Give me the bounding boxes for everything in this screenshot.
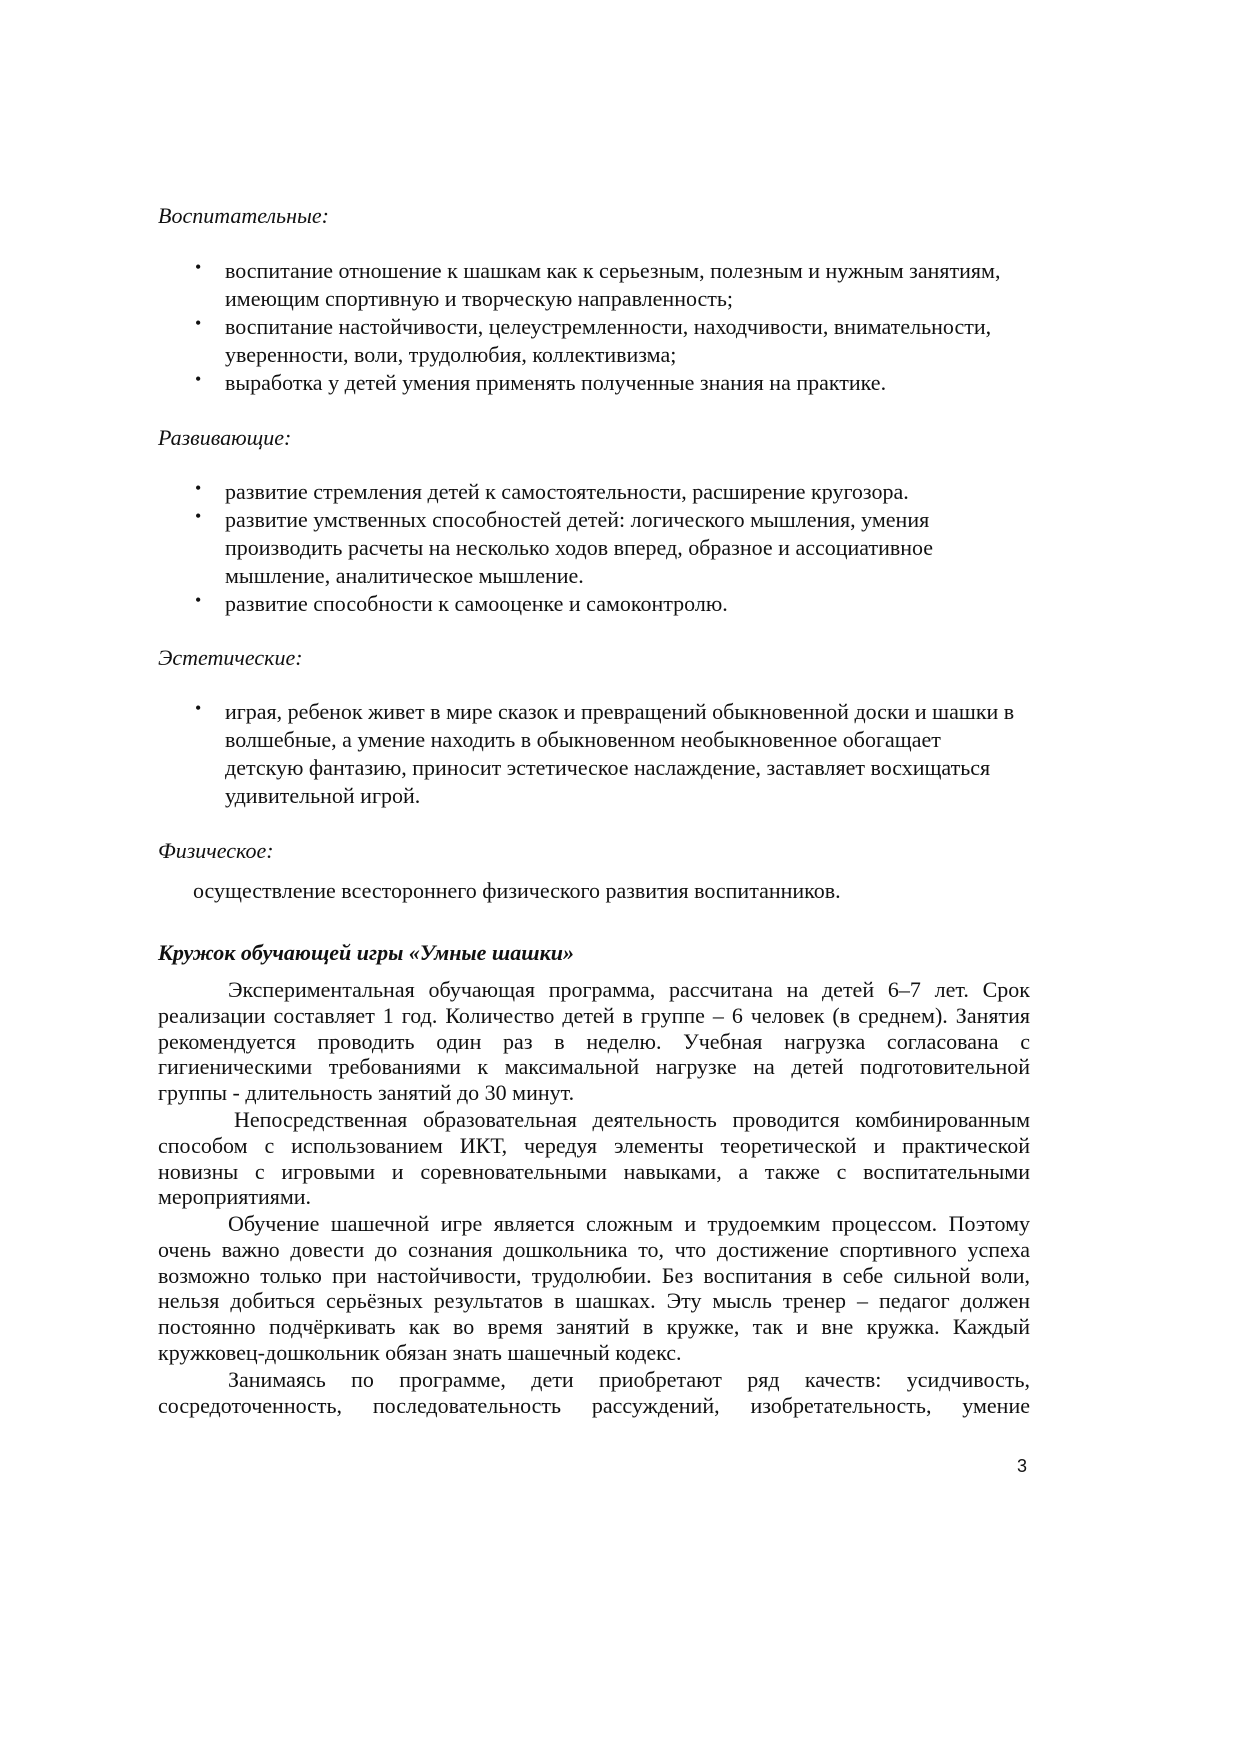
- text-line: реализации составляет 1 год. Количество детей в группе – 6 человек (в среднем). Занятия: [158, 1002, 1030, 1028]
- text-line: Экспериментальная обучающая программа, рассчитана на детей 6–7 лет. Срок: [228, 977, 1030, 1002]
- text-line: способом с использованием ИКТ, чередуя элементы теоретической и практической: [158, 1132, 1030, 1158]
- text-line: мероприятиями.: [158, 1184, 312, 1210]
- text-line: мышление, аналитическое мышление.: [225, 563, 584, 588]
- text-line: постоянно подчёркивать как во время занятий в кружке, так и вне кружка. Каждый: [158, 1314, 1030, 1340]
- bullet-icon: •: [195, 506, 202, 526]
- section-label-developing: Развивающие:: [158, 425, 292, 450]
- text-line: развитие стремления детей к самостоятельности, расширение кругозора.: [225, 479, 909, 504]
- page-number: 3: [1017, 1456, 1028, 1476]
- paragraph: [158, 1211, 1030, 1366]
- text-line: группы - длительность занятий до 30 минут.: [158, 1080, 575, 1106]
- text-line: гигиеническими требованиями к максимальной нагрузке на детей подготовительной: [158, 1054, 1030, 1080]
- text-line: играя, ребенок живет в мире сказок и превращений обыкновенной доски и шашки в: [225, 699, 1015, 724]
- bullet-icon: •: [195, 257, 202, 277]
- text-line: имеющим спортивную и творческую направленность;: [225, 286, 734, 311]
- bullet-item: [195, 590, 1035, 618]
- text-line: возможно только при настойчивости, трудолюбии. Без воспитания в себе сильной воли,: [158, 1262, 1030, 1288]
- text-line: удивительной игрой.: [225, 783, 421, 808]
- text-line: воспитание настойчивости, целеустремленности, находчивости, внимательности,: [225, 314, 992, 339]
- bullet-item: [195, 478, 1035, 506]
- text-line: воспитание отношение к шашкам как к серьезным, полезным и нужным занятиям,: [225, 258, 1001, 283]
- text-line: очень важно довести до сознания дошкольника то, что достижение спортивного успеха: [158, 1236, 1030, 1262]
- text-line: нельзя добиться серьёзных результатов в шашках. Эту мысль тренер – педагог должен: [158, 1288, 1030, 1314]
- text-line: уверенности, воли, трудолюбия, коллективизма;: [225, 342, 677, 367]
- text-line: новизны с игровыми и соревновательными навыками, а также с воспитательными: [158, 1158, 1030, 1184]
- paragraph: [158, 1367, 1030, 1419]
- bullet-item: [195, 506, 1035, 590]
- section-label-education: Воспитательные:: [158, 203, 329, 228]
- text-line: детскую фантазию, приносит эстетическое наслаждение, заставляет восхищаться: [225, 755, 991, 780]
- text-line: Обучение шашечной игре является сложным и трудоемким процессом. Поэтому: [228, 1211, 1030, 1236]
- paragraph: [158, 977, 1030, 1106]
- text-line: Непосредственная образовательная деятельность проводится комбинированным: [234, 1107, 1030, 1132]
- text-line: волшебные, а умение находить в обыкновенном необыкновенное обогащает: [225, 727, 941, 752]
- text-line: выработка у детей умения применять полученные знания на практике.: [225, 370, 887, 395]
- section-label-physical: Физическое:: [158, 838, 274, 863]
- text-line: сосредоточенность, последовательность рассуждений, изобретательность, умение: [158, 1392, 1030, 1418]
- section-label-aesthetic: Эстетические:: [158, 645, 303, 670]
- bullet-icon: •: [195, 698, 202, 718]
- physical-text: осуществление всестороннего физического развития воспитанников.: [193, 878, 841, 903]
- bullet-icon: •: [195, 590, 202, 610]
- bullet-icon: •: [195, 478, 202, 498]
- paragraph: [158, 1107, 1030, 1210]
- bullet-icon: •: [195, 369, 202, 389]
- bullet-item: [195, 369, 1035, 397]
- text-line: развитие умственных способностей детей: логического мышления, умения: [225, 507, 930, 532]
- bullet-item: [195, 698, 1035, 810]
- bullet-item: [195, 257, 1035, 313]
- text-line: рекомендуется проводить один раз в неделю. Учебная нагрузка согласована с: [158, 1028, 1030, 1054]
- text-line: развитие способности к самооценке и самоконтролю.: [225, 591, 728, 616]
- section-heading: Кружок обучающей игры «Умные шашки»: [158, 940, 574, 965]
- bullet-item: [195, 313, 1035, 369]
- bullet-icon: •: [195, 313, 202, 333]
- text-line: кружковец-дошкольник обязан знать шашечный кодекс.: [158, 1339, 682, 1365]
- text-line: Занимаясь по программе, дети приобретают ряд качеств: усидчивость,: [228, 1367, 1030, 1392]
- text-line: производить расчеты на несколько ходов вперед, образное и ассоциативное: [225, 535, 934, 560]
